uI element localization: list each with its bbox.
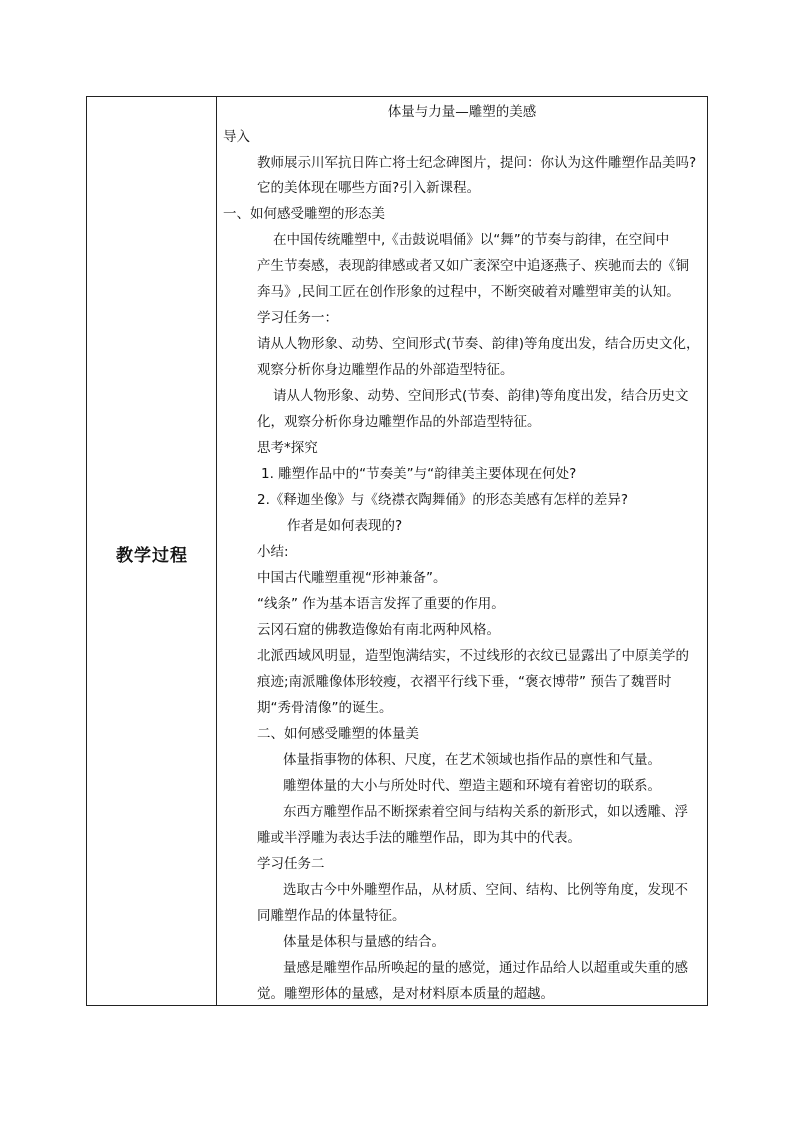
text-line: 2.《释迦坐像》与《绕襟衣陶舞俑》的形态美感有怎样的差异?	[257, 492, 629, 508]
text-line: 雕塑体量的大小与所处时代、塑造主题和环境有着密切的联系。	[283, 778, 661, 794]
content-cell	[217, 97, 707, 1005]
label-cell	[87, 97, 217, 1005]
text-line: 观察分析你身边雕塑作品的外部造型特征。	[257, 362, 514, 378]
text-line: 作者是如何表现的?	[287, 518, 403, 534]
text-line: 学习任务二	[257, 856, 325, 872]
text-line: 小结:	[257, 544, 289, 560]
text-line: 北派西域风明显，造型饱满结实，不过线形的衣纹已显露出了中原美学的	[257, 648, 689, 664]
text-line: 东西方雕塑作品不断探索着空间与结构关系的新形式，如以透雕、浮	[283, 804, 688, 820]
text-line: 量感是雕塑作品所唤起的量的感觉，通过作品给人以超重或失重的感	[283, 960, 688, 976]
text-line: 思考*探究	[257, 440, 318, 456]
text-line: 1. 雕塑作品中的“节奏美”与“韵律美主要体现在何处?	[261, 466, 577, 482]
text-line: 化，观察分析你身边雕塑作品的外部造型特征。	[257, 414, 541, 430]
text-line: 觉。雕塑形体的量感，是对材料原本质量的超越。	[257, 986, 554, 1002]
lesson-table	[86, 96, 708, 1006]
section-heading: 一、如何感受雕塑的形态美	[223, 206, 385, 222]
section-heading: 二、如何感受雕塑的体量美	[257, 726, 419, 742]
text-line: 体量是体积与量感的结合。	[283, 934, 445, 950]
text-line: 导入	[223, 129, 250, 145]
text-line: 教师展示川军抗日阵亡将士纪念碑图片，提问：你认为这件雕塑作品美吗?	[257, 155, 697, 171]
text-line: 在中国传统雕塑中,《击鼓说唱俑》以“舞”的节奏与韵律，在空间中	[273, 232, 670, 248]
text-line: 学习任务一：	[257, 310, 338, 326]
text-line: 请从人物形象、动势、空间形式(节奏、韵律)等角度出发，结合历史文化，	[257, 336, 700, 352]
text-line: 请从人物形象、动势、空间形式(节奏、韵律)等角度出发，结合历史文	[273, 388, 689, 404]
text-line: 它的美体现在哪些方面?引入新课程。	[257, 180, 481, 196]
text-line: 雕或半浮雕为表达手法的雕塑作品，即为其中的代表。	[257, 830, 581, 846]
text-line: 同雕塑作品的体量特征。	[257, 908, 406, 924]
text-line: 奔马》,民间工匠在创作形象的过程中，不断突破着对雕塑审美的认知。	[257, 284, 680, 300]
text-line: 产生节奏感，表现韵律感或者又如广袤深空中追逐燕子、疾驰而去的《铜	[257, 258, 689, 274]
cell-label: 教学过程	[116, 546, 188, 566]
text-line: 选取古今中外雕塑作品，从材质、空间、结构、比例等角度，发现不	[283, 882, 688, 898]
text-line: 痕迹;南派雕像体形较瘦，衣褶平行线下垂，“褒衣博带” 预告了魏晋时	[257, 674, 672, 690]
text-line: “线条” 作为基本语言发挥了重要的作用。	[257, 596, 505, 612]
text-line: 中国古代雕塑重视“形神兼备”。	[257, 570, 447, 586]
text-line: 云冈石窟的佛教造像始有南北两种风格。	[257, 622, 500, 638]
text-line: 期“秀骨清像”的诞生。	[257, 700, 393, 716]
text-line: 体量指事物的体积、尺度，在艺术领域也指作品的禀性和气量。	[283, 752, 661, 768]
lesson-title: 体量与力量—雕塑的美感	[387, 104, 537, 120]
